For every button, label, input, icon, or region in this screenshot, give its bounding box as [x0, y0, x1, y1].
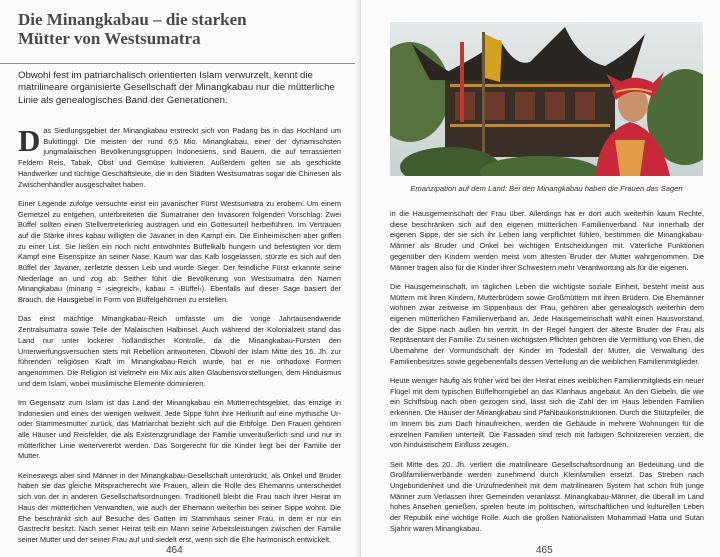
photo-caption: Emanzipation auf dem Land: Bei den Minangkabau haben die Frauen das Sagen — [410, 184, 683, 193]
body-paragraph-1-text: as Siedlungsgebiet der Minangkabau erstreckt sich von Padang bis in das Hochland um Bukittinggi. Die meisten der rund 6,5 Mio. Minangkabau, einer der dynamischsten jungmalaiischen Bevölkerungsgruppen Indonesiens, sind Bauern, die auf terrassierten Feldern Reis, Tabak, Obst und Gemüse kultivieren. Außerdem gelten sie als geschickte Handwerker und tüchtige Geschäftsleute, die in den Städten Westsumatras sogar die Chinesen als Zwischenhändler ausgeschaltet haben. — [18, 126, 341, 189]
drop-cap: D — [18, 123, 41, 158]
photo-minangkabau-woman — [390, 22, 703, 176]
page-number-left: 464 — [166, 545, 183, 556]
title-line-2: Mütter von Westsumatra — [18, 29, 201, 48]
photo-illustration — [390, 22, 703, 176]
title-divider — [0, 63, 388, 64]
right-paragraph-3: Heute weniger häufig als früher wird bei der Heirat eines weiblichen Familienmitglieds ein neuer Flügel mit dem typischen Büffelhorngiebel an das Klanhaus angebaut. An den Giebeln, die wie ein Schiffsbug nach oben gezogen sind, lässt sich die Zahl der im Haus lebenden Familien erkennen. Die Häuser der Minangkabau sind Pfahlbaukonstruktionen. Durch die Stützpfeiler, die im Innern bis zum Dach hinaufreichen, werden die Gebäude in mehrere Wohnungen für die einzelnen Familien unterteilt. Die Fassaden sind reich mit farbigen Schnitzereien verziert, die von hinduistischem Einfluss zeugen. — [390, 376, 704, 450]
title-line-1: Die Minangkabau – die starken — [18, 10, 247, 29]
article-title — [18, 10, 348, 48]
intro-paragraph: Obwohl fest im patriarchalisch orientierten Islam verwurzelt, kennt die matrilineare organisierte Gesellschaft der Minangkabau nur die mütterliche Linie als genealogisches Band der Generationen. — [18, 70, 335, 106]
body-paragraph-5: Keineswegs aber sind Männer in der Minangkabau-Gesellschaft unterdrückt, als Onkel und Bruder haben sie das gleiche Mitspracherecht wie Frauen, allein die Rolle des Ehemanns unterscheidet sich von der in anderen Gesellschaftsordnungen. Traditionell bleibt die Frau nach ihrer Heirat im Haus der mütterlichen Verwandten, wie auch der Ehemann weiterhin bei seiner Sippe wohnt. Die Ehe beschränkt sich auf Besuche des Gatten im Stammhaus seiner Frau, in dem er nur ein Gastrecht besitzt. Nach seiner Heirat teilt ein Mann seine Arbeitsleistungen zwischen der Familie seiner Mutter und der seiner Frau auf und siedelt erst, wenn sich die Ehe harmonisch entwickelt, — [18, 470, 341, 544]
left-text-column — [18, 123, 341, 554]
right-paragraph-4: Seit Mitte des 20. Jh. verliert die matrilineare Gesellschaftsordnung an Bedeutung und die Großfamilienverbände werden zunehmend durch Kleinfamilien ersetzt. Das Streben nach Ungebundenheit und die Unzufriedenheit mit dem matrilinearen System hat schon früh junge Männer zum Verlassen ihrer Gemeinden veranlasst. Minangkabau-Männer, die überall im Land hohes Ansehen genießen, spielen heute im politischen, wirtschaftlichen und kulturellen Leben der Republik eine wichtige Rolle. Auch die großen Nationalisten Mohammad Hatta und Sutan Sjahrir waren Minangkabau. — [390, 459, 704, 533]
right-paragraph-1: in die Hausgemeinschaft der Frau über. Allerdings hat er dort auch weiterhin kaum Rechte, diese beschränken sich auf den eigenen mütterlichen Familienverband. Nur innerhalb der eigenen Sippe, der sie sich ihr Leben lang verpflichtet fühlen, bestimmen die Minangkabau-Männer als Bruder und Onkel bei wichtigen Entscheidungen mit. Väterliche Funktionen gegenüber den Kindern werden meist vom ältesten Bruder der Mutter wahrgenommen. Die Männer tragen also für die Kinder ihrer Schwestern mehr Verantwortung als für die eigenen. — [390, 209, 704, 272]
body-paragraph-3: Das einst mächtige Minangkabau-Reich umfasste um die vorige Jahrtausendwende Zentralsumatra sowie Teile der Malaiischen Halbinsel. Auch während der Kolonialzeit stand das Land nur unter lockerer holländischer Kontrolle, da die Minangkabau-Fürsten den Unterwerfungsversuchen stets mit Rebellion antworteten. Obwohl der Islam Mitte des 16. Jh. zur führenden religiösen Kraft im Minangkabau-Reich wurde, hat er nie orthodoxe Formen angenommen. Die Religion ist vielmehr ein Mix aus alten Glaubensvorstellungen, dem Hinduismus und dem Islam, wobei muslimische Elemente dominieren. — [18, 314, 341, 388]
right-text-column — [390, 209, 704, 543]
right-paragraph-2: Die Hausgemeinschaft, im täglichen Leben die wichtigste soziale Einheit, besteht meist aus Müttern mit ihren Kindern, Mutterbrüdern sowie Großmüttern mit ihren Brüdern. Die Ehemänner wohnen zwar zeitweise im Sippenhaus der Frau, gehören aber genealogisch weiterhin dem eigenen mütterlichen Familienverband an. Jede Hausgemeinschaft wählt einen Hausvorstand, der die Sippe nach außen hin vertritt. In der Regel fungiert der älteste Bruder der Frau als Repräsentant der Familie. Zu seinen wichtigsten Pflichten gehören die Vermittlung von Ehen, die Übernahme der Vormundschaft der Kinder im Todesfall der Mutter, die Verwaltung des Familienbesitzes sowie gegebenenfalls dessen Verteilung an die weiblichen Familienmitglieder. — [390, 281, 704, 366]
body-paragraph-1 — [18, 123, 341, 190]
body-paragraph-4: Im Gegensatz zum Islam ist das Land der Minangkabau ein Mutterrechtsgebiet, das einzige in Indonesien und eines der wenigen weltweit. Jede Sippe führt ihre Herkunft auf eine mythische Ur- oder Stammesmutter zurück, das Matriarchat bezieht sich auf die Erbfolge. Den Frauen gehören alle Häuser und Reisfelder, die als Existenzgrundlage der Familie unveräußerlich sind und nur in mütterlicher Linie weitervererbt werden. Das Sorgerecht für die Kinder liegt bei der Familie der Mutter. — [18, 397, 341, 461]
body-paragraph-2: Einer Legende zufolge versuchte einst ein javanischer Fürst Westsumatra zu erobern. Um einem Gemetzel zu entgehen, unterbreiteten die Sumatraner den Invasoren folgenden Vorschlag: Zwei Büffel sollten einen Stellvertreterkrieg austragen und ein Gottesurteil herbeiführen. Im Vertrauen auf die Stärke ihres kabau willigten die Javaner in den Kampf ein. Die Einheimischen aber griffen zu einer List. Sie ließen ein noch nicht entwöhntes Büffelkalb hungern und befestigten vor dem Kampf eine Eisenspitze an seiner Nase. Kaum war das Kalb losgelassen, stürzte es sich auf den Büffel der Javaner, zerfetzte dessen Leib und wurde Sieger. Der feindliche Fürst erkannte seine Niederlage an und zog ab. Seither führt die Bevölkerung von Westsumatra den Namen Minangkabau (minang = ›siegreich‹, kabau = ›Büffel‹). Ebenfalls auf dieser Sage basiert der Brauch, die Hausgiebel in Form von Büffelgehörnen zu erstellen. — [18, 198, 341, 305]
page-number-right: 465 — [536, 545, 553, 556]
